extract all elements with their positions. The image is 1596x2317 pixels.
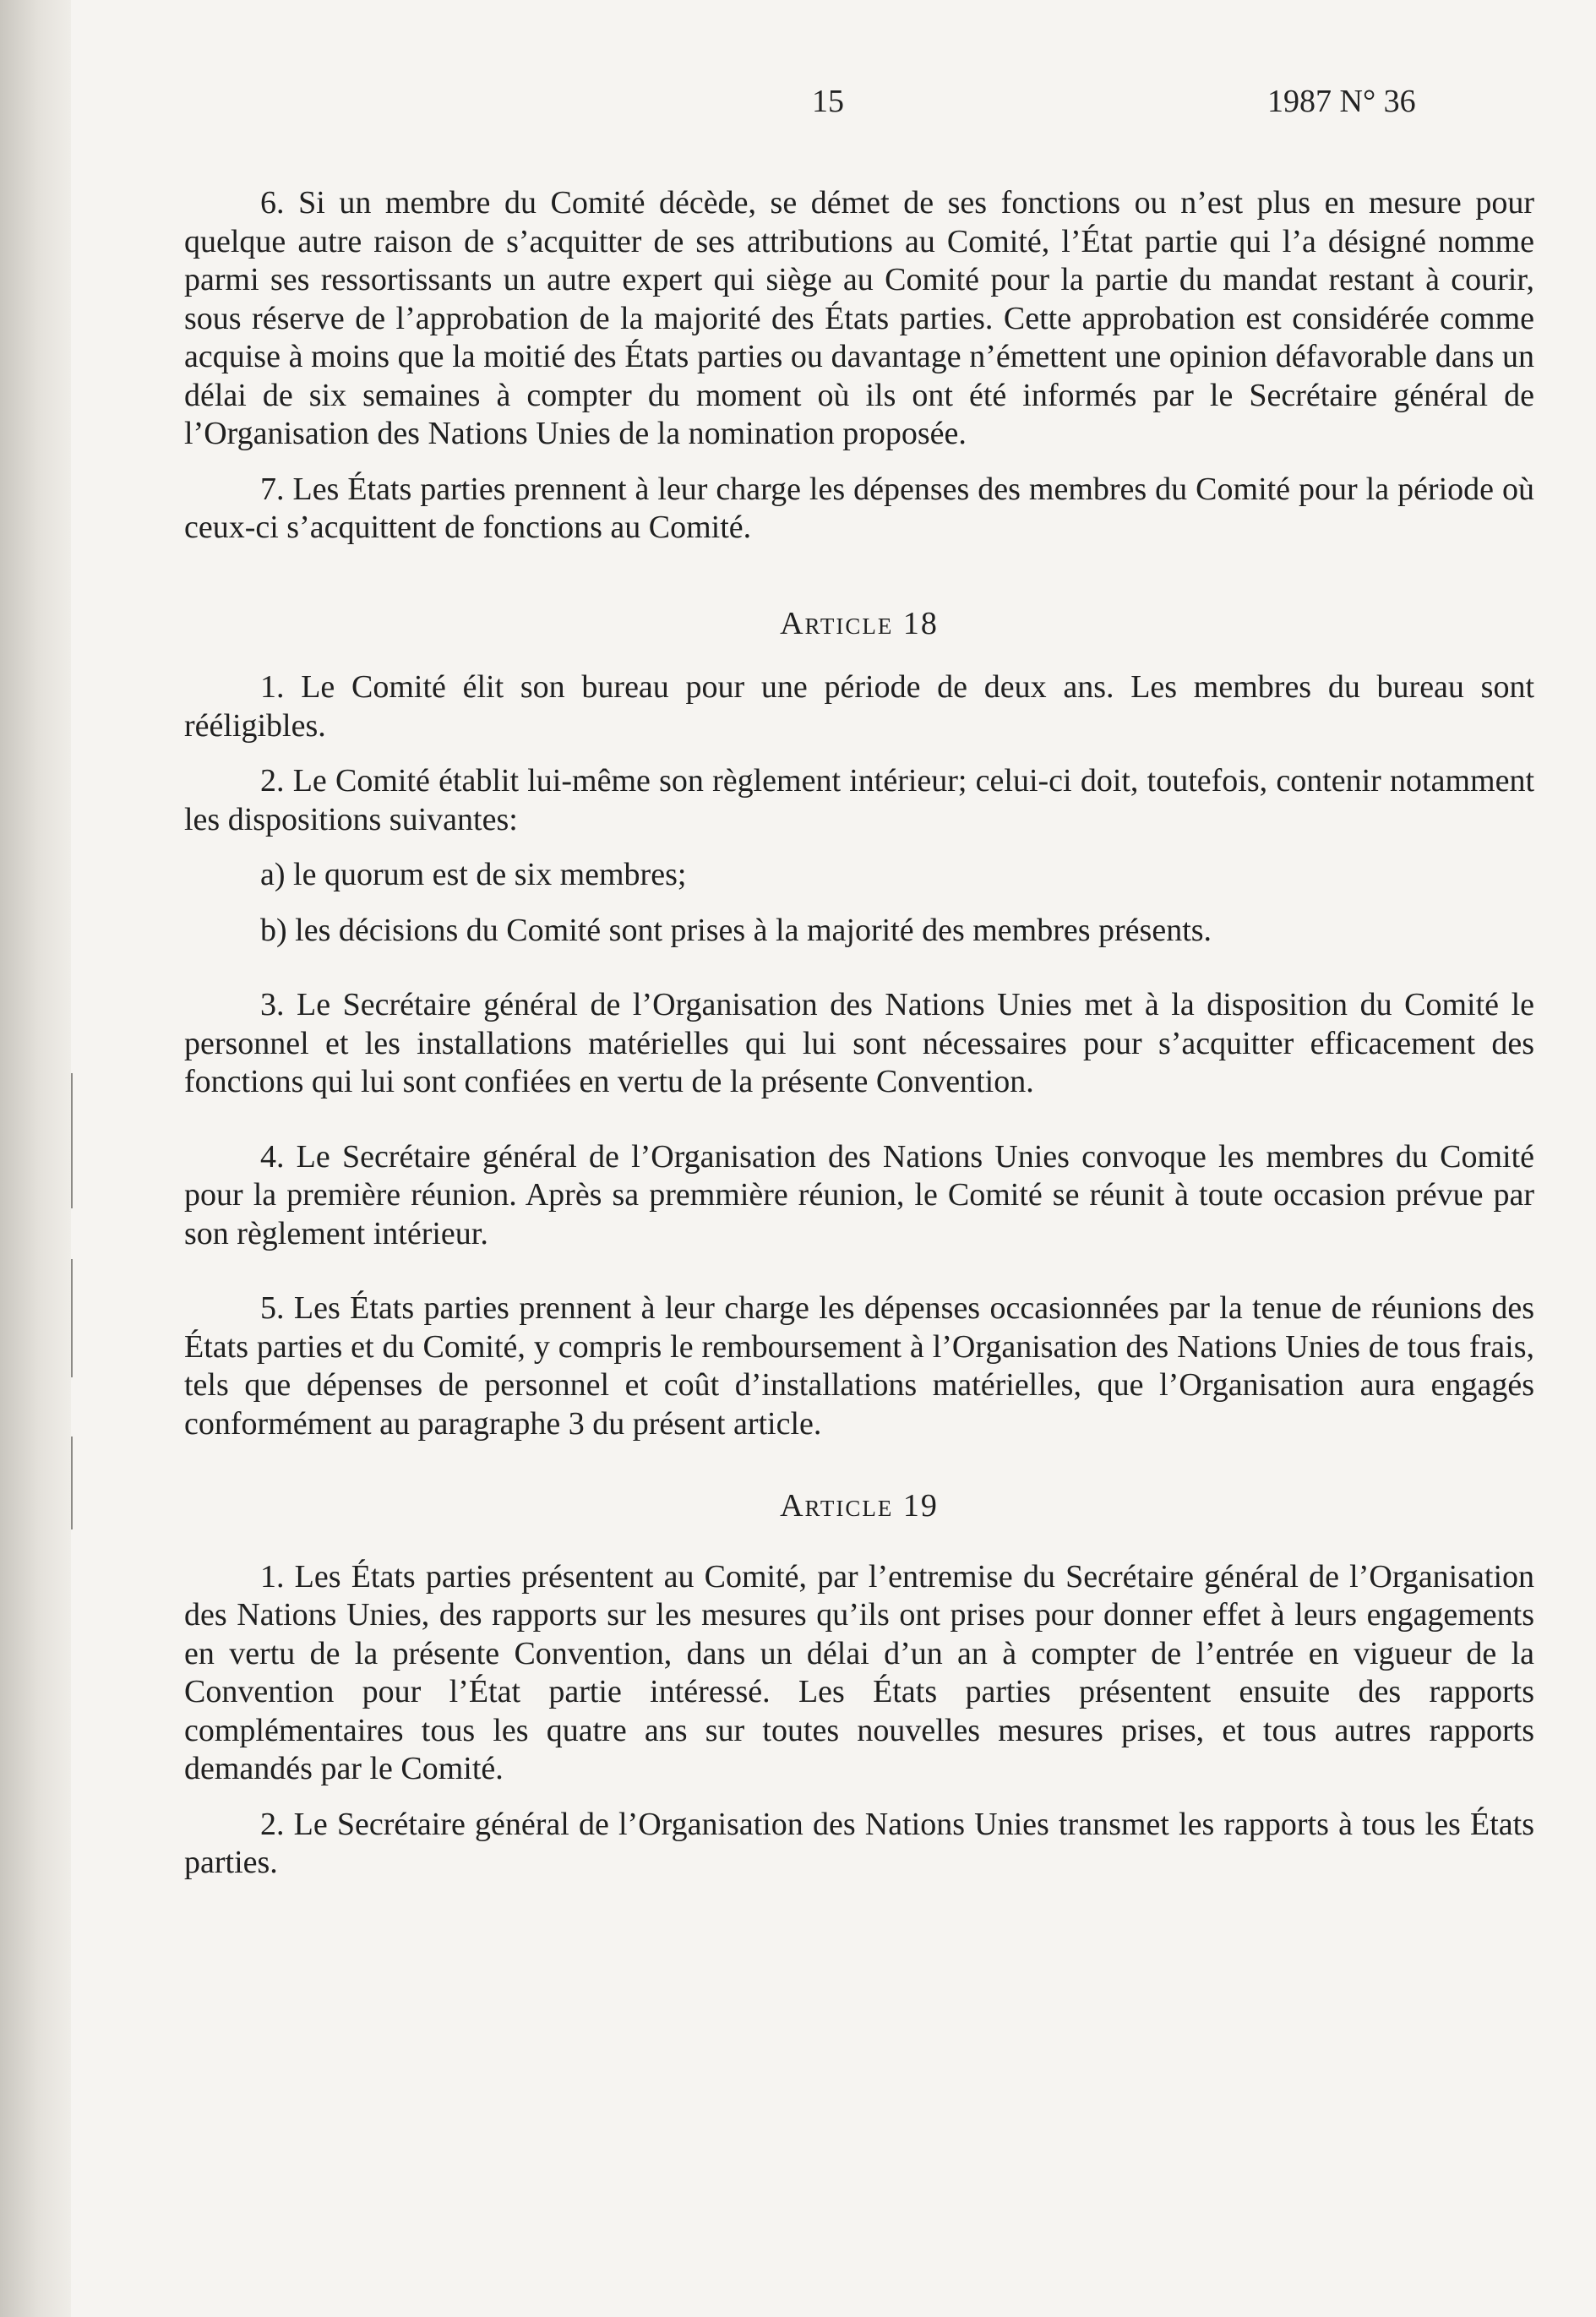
document-page: [71, 0, 1596, 2317]
page-binding-edge: [0, 0, 71, 2317]
article-18-heading: Article 18: [780, 605, 939, 641]
binding-mark: [71, 1259, 73, 1377]
paragraph-19-1: 1. Les États parties présentent au Comité, par l’entremise du Secrétaire général de l’Organisation des Nations Unies, des rapports sur les mesures qu’ils ont prises pour donner effet à leurs engagements en vertu de la présente Convention, dans un délai d’un an à compter de l’entrée en vigueur de la Convention pour l’État partie intéressé. Les États parties présentent ensuite des rapports complémentaires tous les quatre ans sur toutes nouvelles mesures prises, et tous autres rapports demandés par le Comité.: [184, 1558, 1534, 1786]
paragraph-18-2b: b) les décisions du Comité sont prises à la majorité des membres présents.: [260, 912, 1212, 948]
paragraph-18-2a: a) le quorum est de six membres;: [260, 857, 687, 892]
article-19-heading: Article 19: [780, 1488, 939, 1524]
page-number: 15: [812, 84, 844, 119]
paragraph-18-4: 4. Le Secrétaire général de l’Organisation des Nations Unies convoque les membres du Comité pour la première réunion. Après sa premmière réunion, le Comité se réunit à toute occasion prévue par son règlement intérieur.: [184, 1138, 1534, 1251]
paragraph-17-6: 6. Si un membre du Comité décède, se démet de ses fonctions ou n’est plus en mesure pour quelque autre raison de s’acquitter de ses attributions au Comité, l’État partie qui l’a désigné nomme parmi ses ressortissants un autre expert qui siège au Comité pour la partie du mandat restant à courir, sous réserve de l’approbation de la majorité des États parties. Cette approbation est considérée comme acquise à moins que la moitié des États parties ou davantage n’émettent une opinion défavorable dans un délai de six semaines à compter du moment où ils ont été informés par le Secrétaire général de l’Organisation des Nations Unies de la nomination proposée.: [184, 185, 1534, 451]
binding-mark: [71, 1073, 73, 1208]
binding-mark: [71, 1437, 73, 1529]
paragraph-18-2: 2. Le Comité établit lui-même son règlement intérieur; celui-ci doit, toutefois, contenir notamment les dispositions suivantes:: [184, 763, 1534, 837]
paragraph-18-3: 3. Le Secrétaire général de l’Organisation des Nations Unies met à la disposition du Comité le personnel et les installations matérielles qui lui sont nécessaires pour s’acquitter efficacement des fonctions qui lui sont confiées en vertu de la présente Convention.: [184, 987, 1534, 1099]
document-body: [184, 184, 1534, 1883]
paragraph-18-1: 1. Le Comité élit son bureau pour une période de deux ans. Les membres du bureau sont rééligibles.: [184, 669, 1534, 744]
document-reference: 1987 N° 36: [1267, 84, 1416, 119]
paragraph-18-5: 5. Les États parties prennent à leur charge les dépenses occasionnées par la tenue de réunions des États parties et du Comité, y compris le remboursement à l’Organisation des Nations Unies de tous frais, tels que dépenses de personnel et coût d’installations matérielles, que l’Organisation aura engagés conformément au paragraphe 3 du présent article.: [184, 1290, 1534, 1442]
paragraph-17-7: 7. Les États parties prennent à leur charge les dépenses des membres du Comité pour la période où ceux-ci s’acquittent de fonctions au Comité.: [184, 471, 1534, 545]
paragraph-19-2: 2. Le Secrétaire général de l’Organisation des Nations Unies transmet les rapports à tous les États parties.: [184, 1806, 1534, 1880]
